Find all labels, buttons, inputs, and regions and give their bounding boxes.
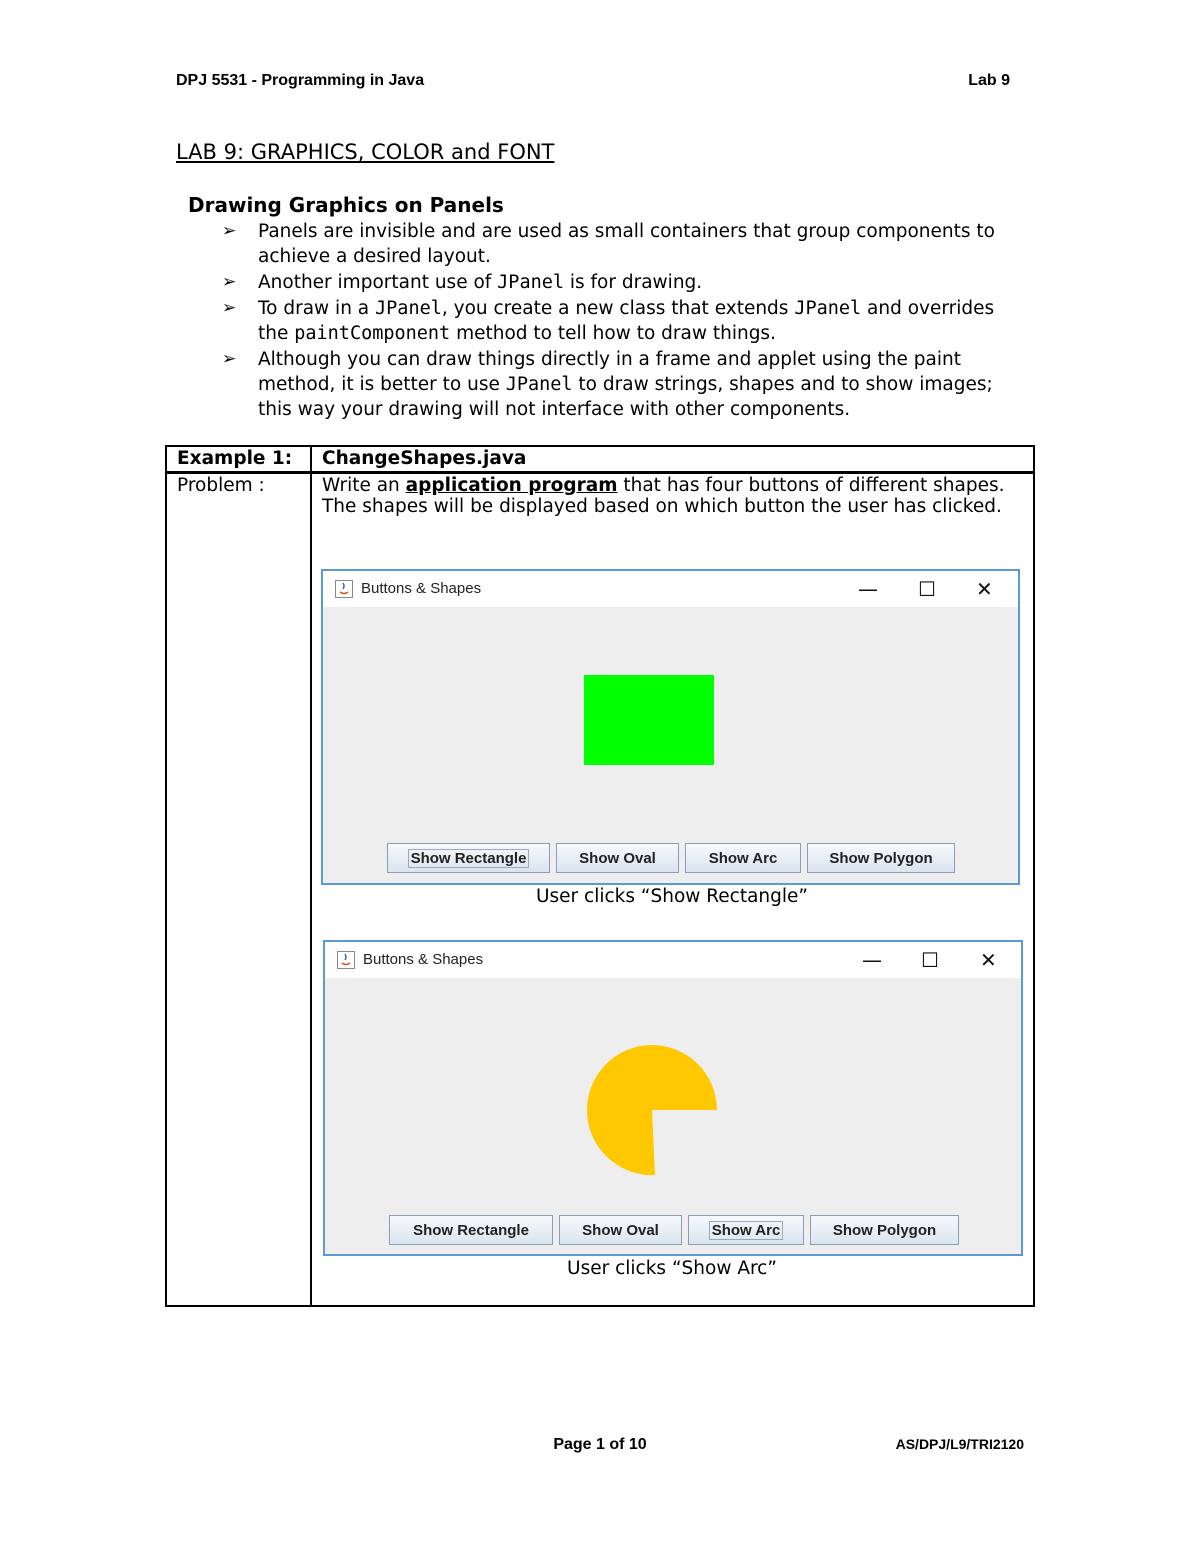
arrow-bullet-icon: ➢ (222, 349, 237, 369)
maximize-button[interactable]: ☐ (918, 577, 936, 601)
bullet-item: ➢ Another important use of JPanel is for drawing. (222, 272, 703, 293)
close-button[interactable]: ✕ (980, 948, 997, 972)
section-heading: Drawing Graphics on Panels (188, 193, 504, 217)
example-label: Example 1: (166, 446, 311, 473)
minimize-button[interactable]: — (858, 577, 878, 601)
buttons-shapes-window-rectangle (321, 569, 1020, 885)
show-arc-button[interactable]: Show Arc (688, 1215, 804, 1245)
green-rectangle-shape (584, 675, 714, 765)
maximize-button[interactable]: ☐ (921, 948, 939, 972)
window-title: Buttons & Shapes (363, 951, 484, 968)
show-rectangle-button[interactable]: Show Rectangle (389, 1215, 553, 1245)
window-titlebar (323, 571, 1018, 607)
show-oval-button[interactable]: Show Oval (559, 1215, 682, 1245)
problem-text: Write an application program that has four buttons of different shapes. The shapes will be displayed based on which button the user has clicked. (311, 473, 1034, 1307)
example-file: ChangeShapes.java (311, 446, 1034, 473)
bullet-item: ➢ Panels are invisible and are used as small containers that group components to achieve a desired layout. (222, 221, 995, 267)
minimize-button[interactable]: — (862, 948, 882, 972)
bullet-list (222, 219, 1022, 423)
show-oval-button[interactable]: Show Oval (556, 843, 679, 873)
arrow-bullet-icon: ➢ (222, 221, 237, 241)
header-lab: Lab 9 (968, 72, 1010, 89)
caption-rectangle: User clicks “Show Rectangle” (535, 886, 809, 907)
show-polygon-button[interactable]: Show Polygon (810, 1215, 959, 1245)
bullet-item: ➢ Although you can draw things directly in a frame and applet using the paint method, it is better to use JPanel to draw strings, shapes and to show images; this way your drawing will not interface with other components. (222, 349, 993, 420)
code-jpanel: JPanel (497, 272, 564, 293)
java-icon (335, 580, 353, 598)
drawing-panel (325, 978, 1021, 1208)
window-titlebar (325, 942, 1021, 978)
java-icon (337, 951, 355, 969)
bullet-item: ➢ To draw in a JPanel, you create a new class that extends JPanel and overrides the paintComponent method to tell how to draw things. (222, 298, 995, 344)
arrow-bullet-icon: ➢ (222, 272, 237, 292)
drawing-panel (323, 607, 1018, 837)
caption-arc: User clicks “Show Arc” (567, 1258, 777, 1279)
yellow-arc-shape (587, 1045, 717, 1175)
window-title: Buttons & Shapes (361, 580, 482, 597)
header-course: DPJ 5531 - Programming in Java (176, 72, 425, 89)
code-jpanel: JPanel (505, 374, 573, 395)
code-paintcomponent: paintComponent (294, 323, 451, 344)
problem-label: Problem : (166, 473, 311, 1307)
show-arc-button[interactable]: Show Arc (685, 843, 801, 873)
problem-emphasis: application program (405, 475, 618, 496)
arrow-bullet-icon: ➢ (222, 298, 237, 318)
page-number: Page 1 of 10 (553, 1436, 647, 1453)
document-code: AS/DPJ/L9/TRI2120 (895, 1436, 1024, 1452)
code-jpanel: JPanel (794, 298, 862, 319)
show-rectangle-button[interactable]: Show Rectangle (387, 843, 550, 873)
show-polygon-button[interactable]: Show Polygon (807, 843, 955, 873)
lab-title: LAB 9: GRAPHICS, COLOR and FONT (176, 140, 555, 164)
close-button[interactable]: ✕ (976, 577, 993, 601)
buttons-shapes-window-arc (323, 940, 1023, 1256)
code-jpanel: JPanel (375, 298, 442, 319)
